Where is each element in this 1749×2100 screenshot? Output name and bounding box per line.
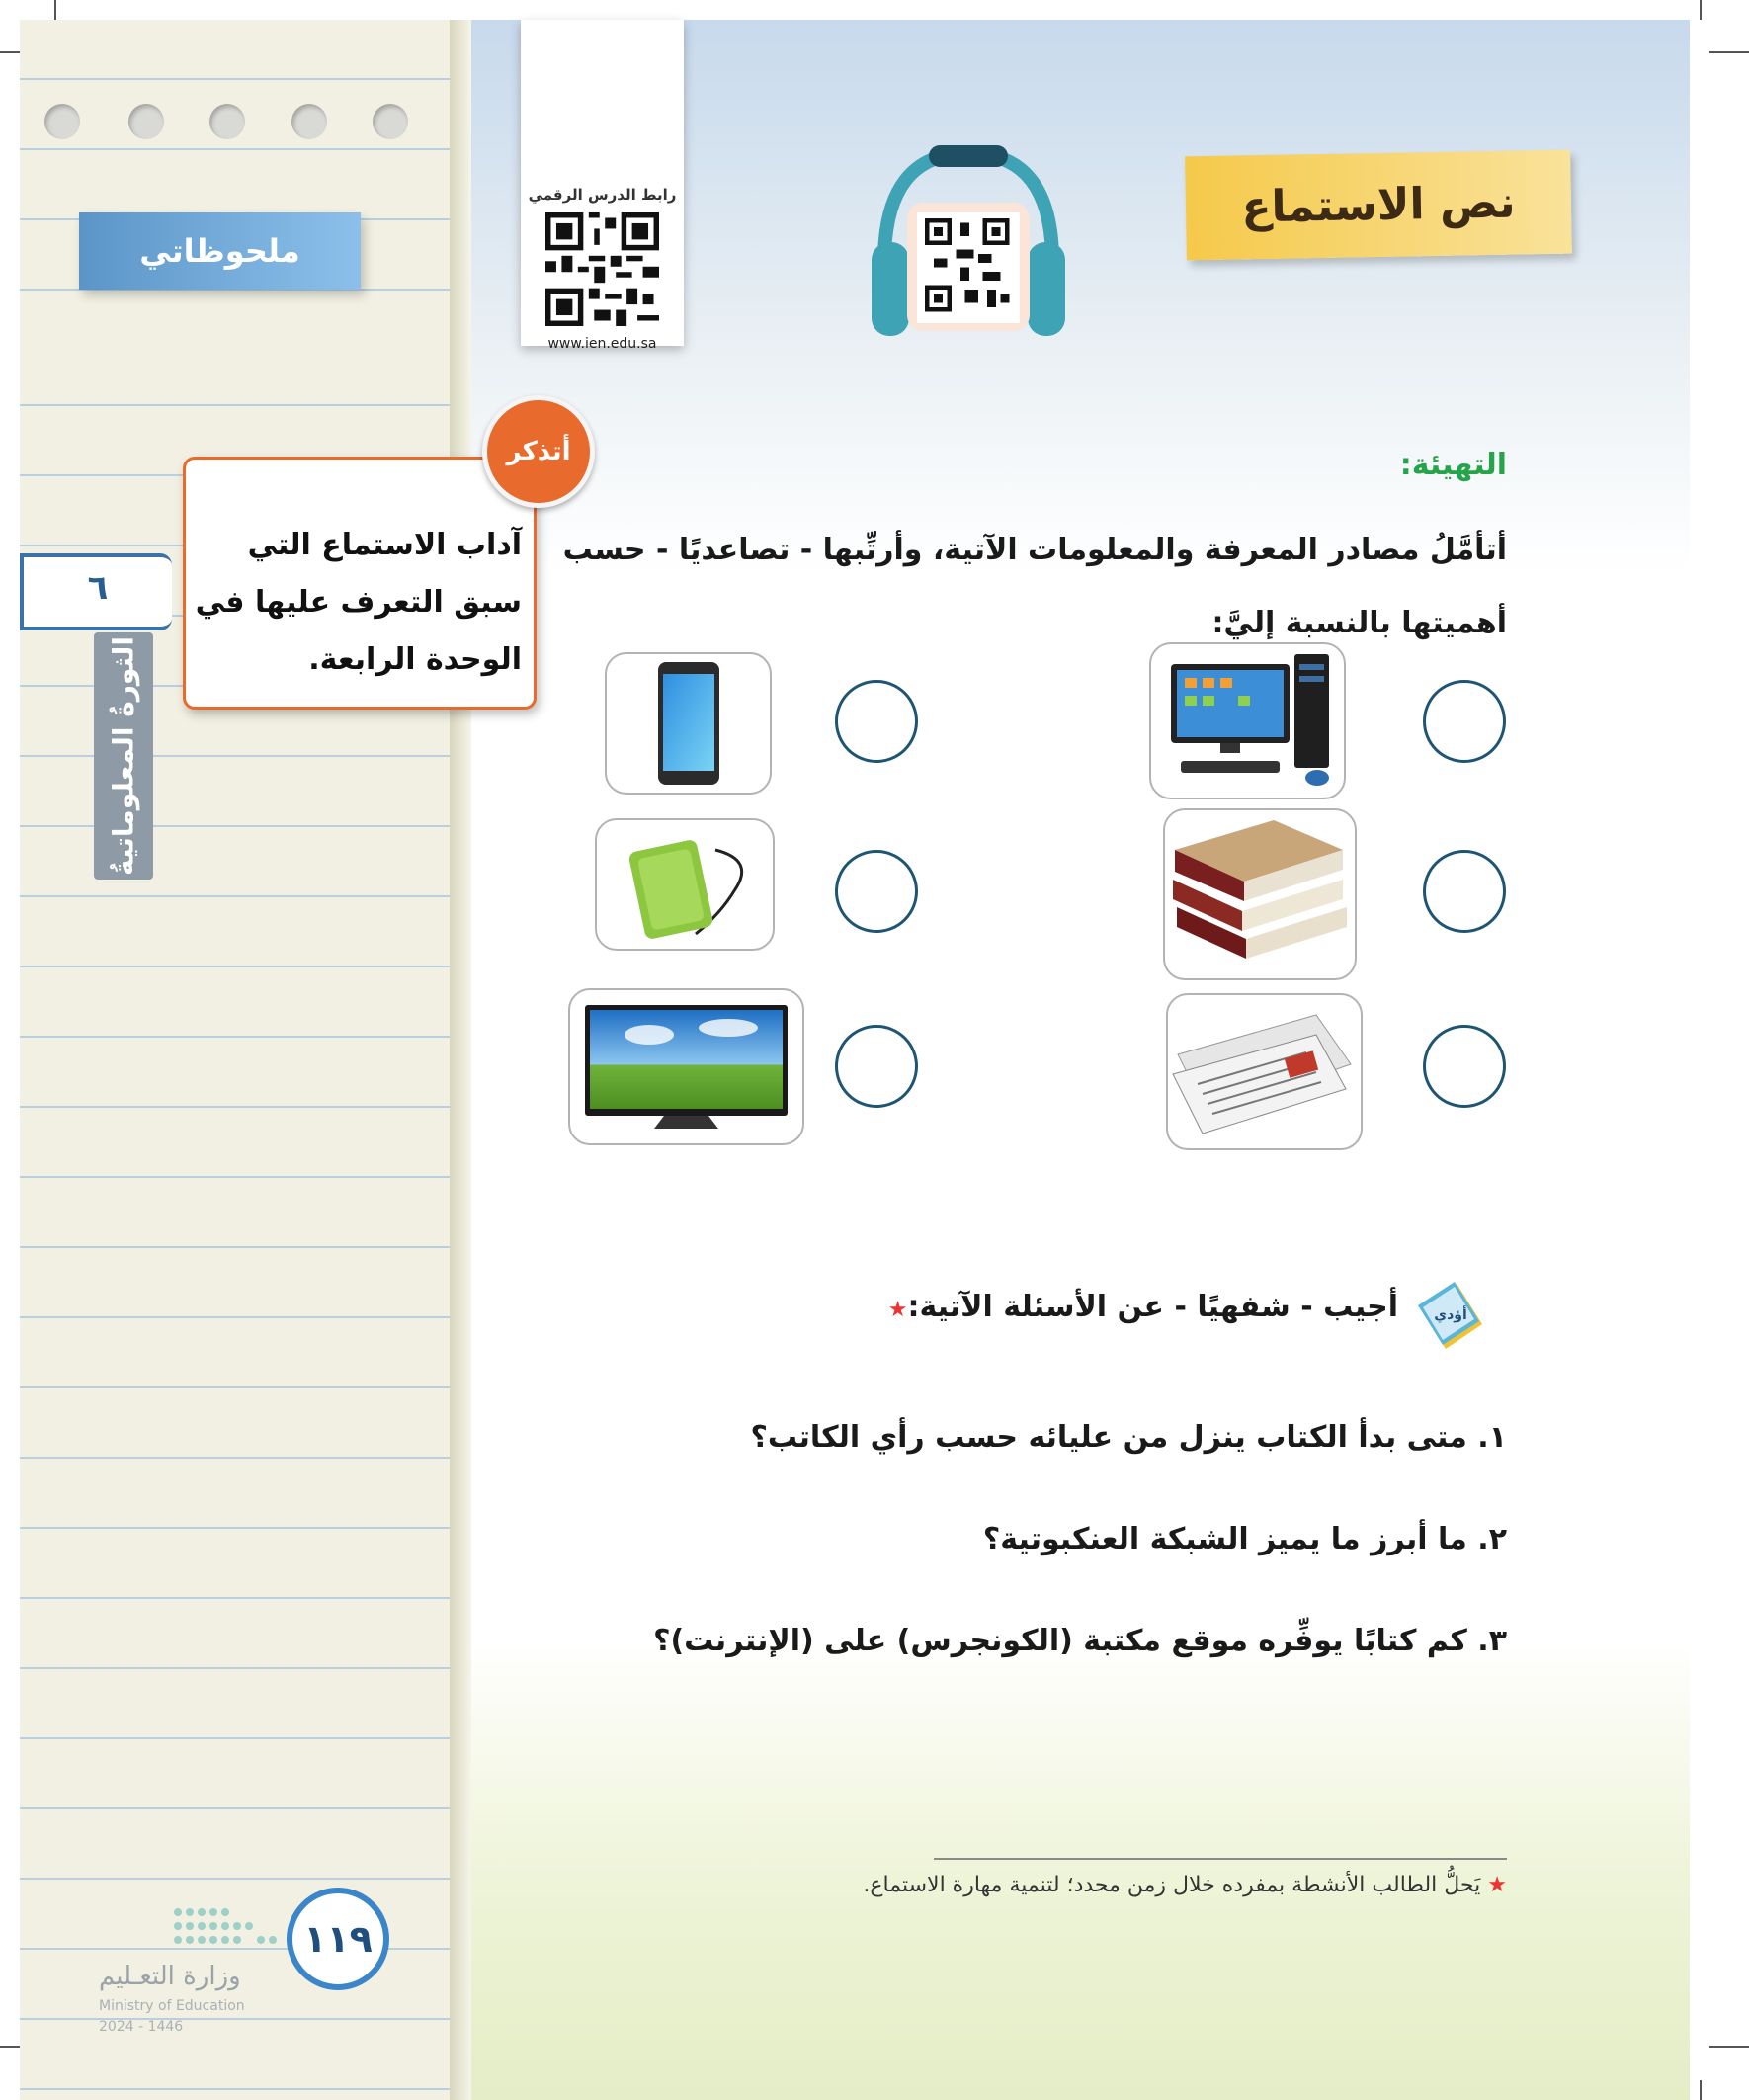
notes-title: ملحوظاتي [79,212,361,290]
binder-hole [44,104,80,139]
notes-edge [450,20,471,2100]
warmup-instruction: أتأمَّلُ مصادر المعرفة والمعلومات الآتية، وأرتِّبها - تصاعديًا - حسب أهميتها بالنسبة إليَّ: [562,533,1507,640]
qr-card[interactable] [521,20,684,352]
page-number: ١١٩ [287,1888,389,1990]
question-item: ١. متى بدأ الكتاب ينزل من عليائه حسب رأي الكاتب؟ [750,1420,1507,1455]
television-icon [570,990,802,1143]
task-book-icon [1413,1280,1487,1354]
star-icon: ★ [1487,1873,1507,1897]
task-instruction-text: أجيب - شفهيًا - عن الأسئلة الآتية: [907,1290,1398,1324]
newspapers-icon [1168,995,1361,1148]
star-icon: ★ [887,1298,908,1322]
rank-circle[interactable] [1423,680,1506,763]
question-item: ٢. ما أبرز ما يميز الشبكة العنكبوتية؟ [982,1522,1507,1556]
task-instruction [888,1290,1398,1324]
computer-image [1149,642,1346,799]
mobile-phone-image [605,652,772,795]
books-image [1163,808,1357,980]
computer-icon [1151,644,1344,798]
task-icon-label: أؤدي [1434,1307,1467,1323]
notes-sidebar [20,20,464,2100]
remember-badge: أتذكر [482,395,595,508]
qr-label: رابط الدرس الرقمي [528,186,677,204]
binder-hole [292,104,327,139]
unit-number: ٦ [20,553,172,630]
mobile-phone-icon [607,654,770,793]
television-image [568,988,804,1145]
newspapers-image [1166,993,1363,1150]
remember-text: آداب الاستماع التي سبق التعرف عليها في الوحدة الرابعة. [195,528,522,677]
rank-circle[interactable] [1423,1025,1506,1108]
ministry-year: 2024 - 1446 [99,2019,184,2035]
footnote [863,1873,1507,1897]
binder-hole [373,104,408,139]
qr-url[interactable]: www.ien.edu.sa [547,336,657,352]
footnote-divider [934,1858,1507,1860]
ministry-name-en: Ministry of Education [99,1998,245,2014]
books-icon [1165,810,1355,978]
ministry-name-ar: وزارة التعـليم [99,1962,241,1991]
question-item: ٣. كم كتابًا يوفِّره موقع مكتبة (الكونجرس) على (الإنترنت)؟ [653,1624,1507,1658]
external-hard-drive-image [595,818,775,951]
hard-drive-icon [597,820,773,949]
rank-circle[interactable] [835,1025,918,1108]
ministry-logo-icon [168,1902,296,1952]
qr-code-icon[interactable] [545,212,659,326]
rank-circle[interactable] [835,680,918,763]
remember-box [183,457,537,710]
binder-hole [209,104,245,139]
rank-circle[interactable] [1423,850,1506,933]
binder-hole [128,104,164,139]
warmup-heading: التهيئة: [1399,448,1507,482]
lesson-title: نص الاستماع [1185,150,1572,261]
rank-circle[interactable] [835,850,918,933]
footnote-text: يَحلُّ الطالب الأنشطة بمفرده خلال زمن محدد؛ لتنمية مهارة الاستماع. [863,1873,1481,1897]
unit-title: الثورةُ المعلوماتيةُ [94,632,153,880]
headphones-icon[interactable] [860,133,1077,351]
